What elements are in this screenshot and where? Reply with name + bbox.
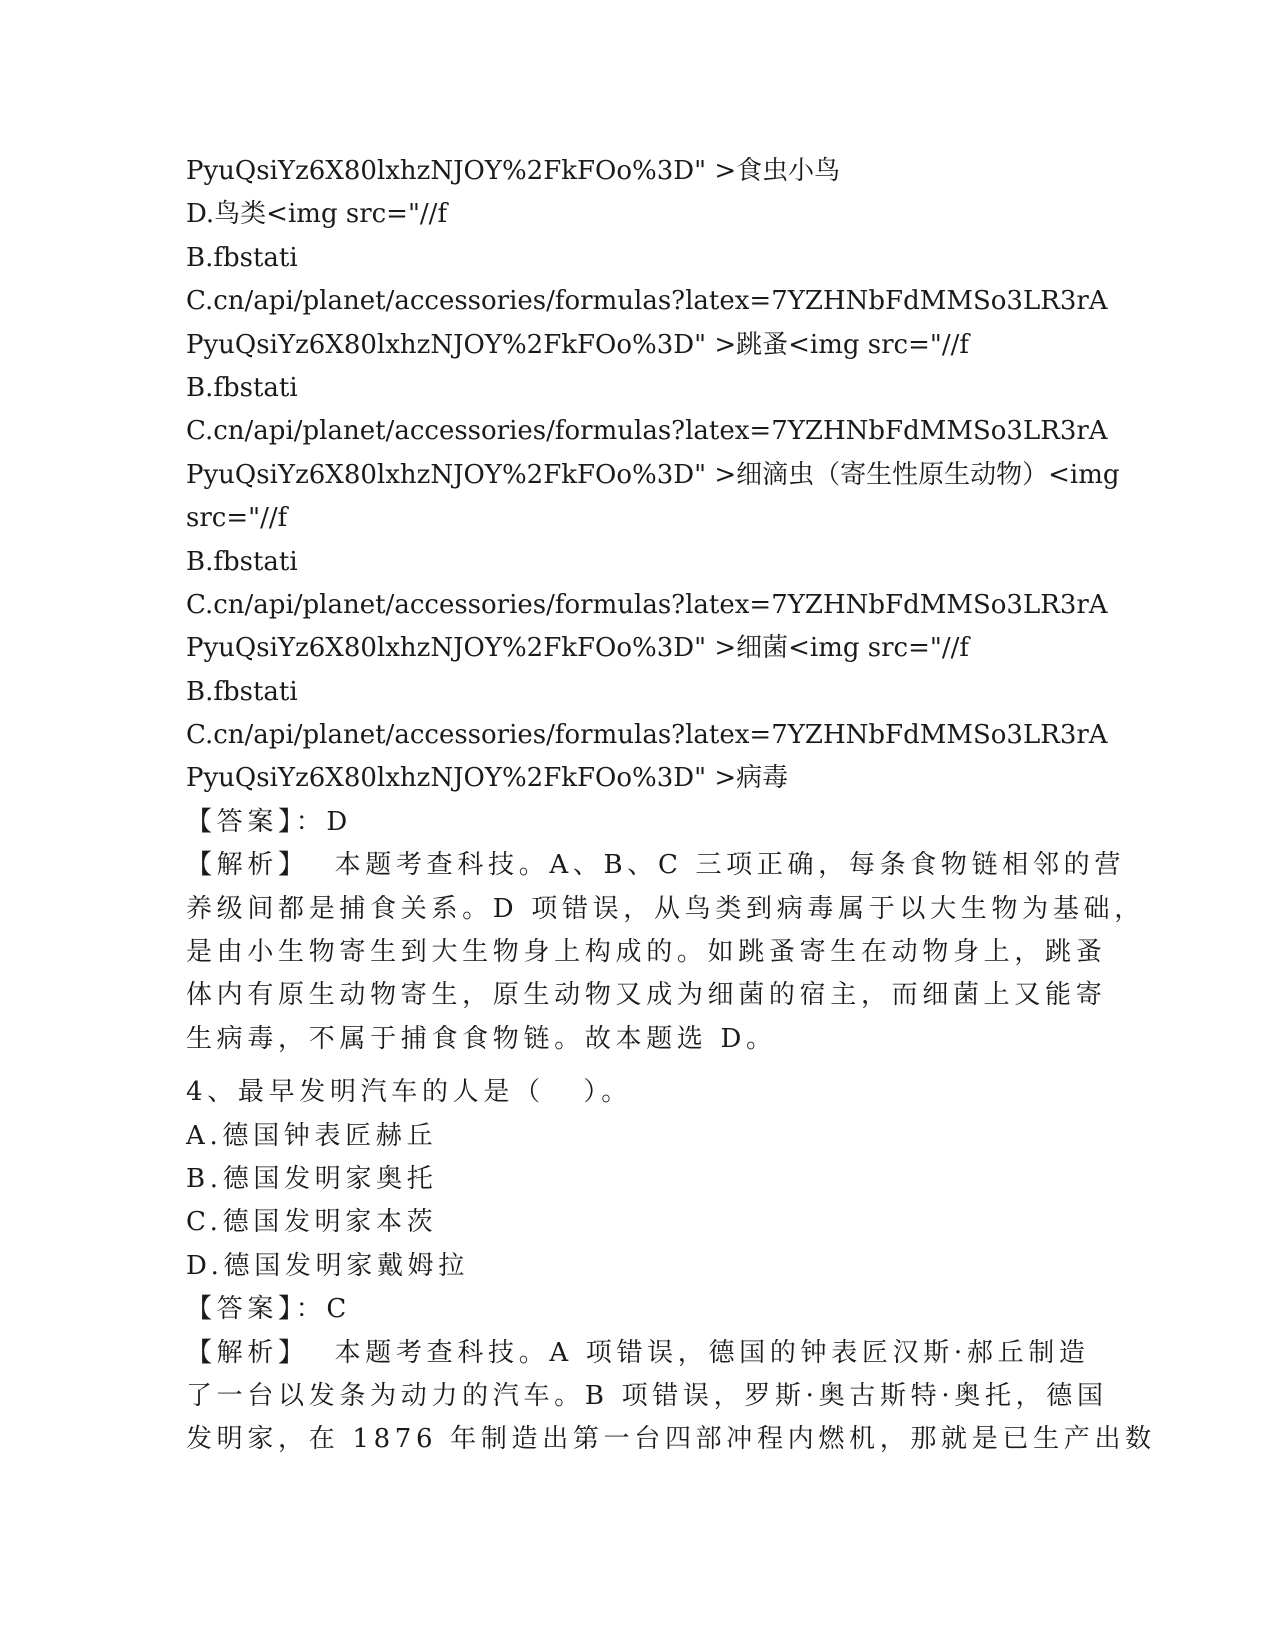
text-line: PyuQsiYz6X80lxhzNJOY%2FkFOo%3D" >跳蚤<img src="//f [186,329,970,360]
option-a: A.德国钟表匠赫丘 [186,1120,438,1151]
option-line: C.cn/api/planet/accessories/formulas?latex=7YZHNbFdMMSo3LR3rA [186,589,1108,620]
option-d: D.德国发明家戴姆拉 [186,1250,469,1281]
option-c: C.德国发明家本茨 [186,1207,438,1238]
option-line: D.鸟类<img src="//f [186,199,448,230]
question-title: 4、最早发明汽车的人是（ ）。 [186,1077,632,1108]
option-line: B.fbstati [186,372,298,403]
analysis-line: 生病毒，不属于捕食食物链。故本题选 D。 [186,1023,777,1054]
option-line: C.cn/api/planet/accessories/formulas?latex=7YZHNbFdMMSo3LR3rA [186,416,1108,447]
text-line: PyuQsiYz6X80lxhzNJOY%2FkFOo%3D" >病毒 [186,763,789,794]
answer-line: 【答案】：D [186,806,352,837]
option-line: B.fbstati [186,546,298,577]
analysis-line: 养级间都是捕食关系。D 项错误，从鸟类到病毒属于以大生物为基础， [186,893,1145,924]
option-line: C.cn/api/planet/accessories/formulas?latex=7YZHNbFdMMSo3LR3rA [186,720,1108,751]
option-line: C.cn/api/planet/accessories/formulas?latex=7YZHNbFdMMSo3LR3rA [186,286,1108,317]
text-line: PyuQsiYz6X80lxhzNJOY%2FkFOo%3D" >细滴虫（寄生性原生动物）<img [186,459,1120,490]
text-line: PyuQsiYz6X80lxhzNJOY%2FkFOo%3D" >细菌<img src="//f [186,633,970,664]
analysis-line: 【解析】 本题考查科技。A 项错误，德国的钟表匠汉斯·郝丘制造 [186,1337,1090,1368]
analysis-line: 【解析】 本题考查科技。A、B、C 三项正确，每条食物链相邻的营 [186,850,1126,881]
document-content [186,150,1156,1462]
option-b: B.德国发明家奥托 [186,1163,438,1194]
text-line: src="//f [186,503,288,534]
option-line: B.fbstati [186,676,298,707]
analysis-line: 了一台以发条为动力的汽车。B 项错误，罗斯·奥古斯特·奥托，德国 [186,1380,1108,1411]
analysis-line: 体内有原生动物寄生，原生动物又成为细菌的宿主，而细菌上又能寄 [186,980,1107,1011]
option-line: B.fbstati [186,242,298,273]
answer-line: 【答案】：C [186,1294,351,1325]
section-gap [186,1061,1086,1071]
analysis-line: 发明家，在 1876 年制造出第一台四部冲程内燃机，那就是已生产出数 [186,1424,1156,1455]
text-line: PyuQsiYz6X80lxhzNJOY%2FkFOo%3D" >食虫小鸟 [186,156,841,186]
analysis-line: 是由小生物寄生到大生物身上构成的。如跳蚤寄生在动物身上，跳蚤 [186,937,1107,968]
